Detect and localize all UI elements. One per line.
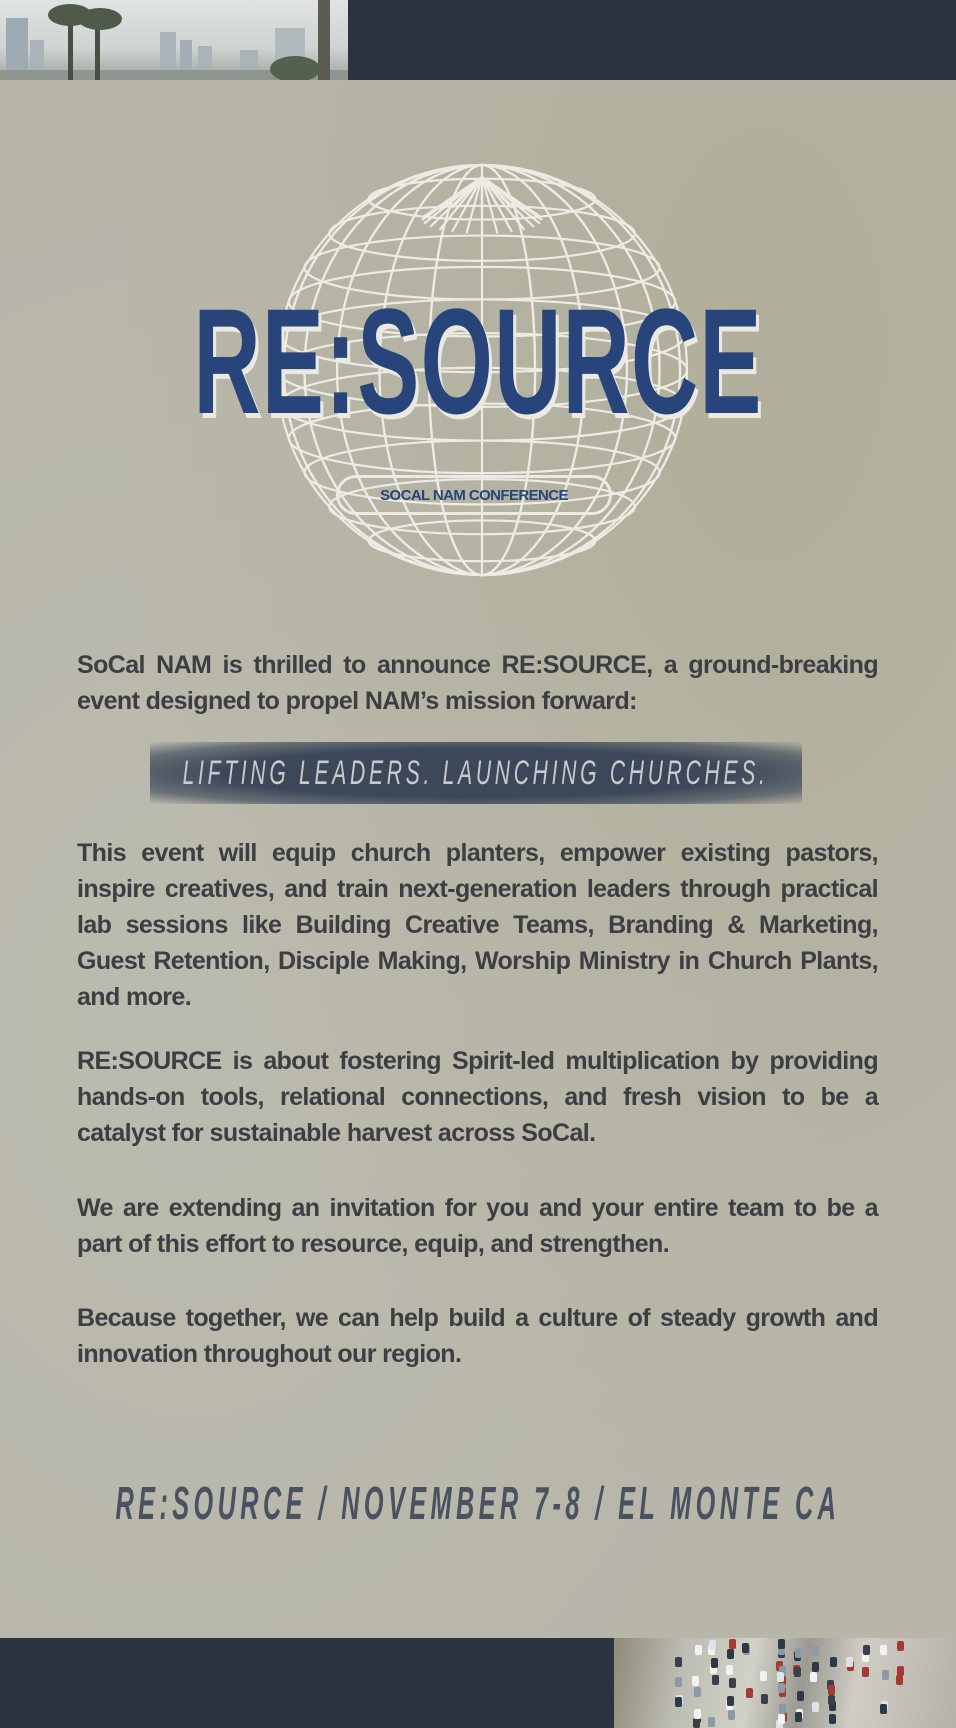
- car: [810, 1672, 817, 1682]
- car: [729, 1639, 736, 1649]
- car: [828, 1695, 835, 1705]
- freeway-traffic-photo: [614, 1638, 956, 1728]
- body-paragraph: We are extending an invitation for you and your entire team to be a part of this effort to resource, equip, and strengthen.: [77, 1194, 878, 1258]
- event-details-line: [0, 1477, 956, 1529]
- car: [897, 1666, 904, 1676]
- conference-badge-label: SOCAL NAM CONFERENCE: [380, 486, 568, 504]
- car: [778, 1714, 785, 1724]
- body-paragraph: RE:SOURCE is about fostering Spirit-led multiplication by providing hands-on tools, relational connections, and fresh vision to be a catalyst for sustainable harvest across SoCal.: [77, 1047, 878, 1147]
- event-details-text: RE:SOURCE / NOVEMBER 7-8 / EL MONTE CA: [115, 1477, 841, 1529]
- car: [882, 1670, 889, 1680]
- car: [797, 1691, 804, 1701]
- tagline-text: LIFTING LEADERS. LAUNCHING CHURCHES.: [182, 753, 770, 792]
- car: [794, 1667, 801, 1677]
- car: [880, 1704, 887, 1714]
- intro-paragraph: SoCal NAM is thrilled to announce RE:SOURCE, a ground-breaking event designed to propel NAM’s mission forward:: [77, 651, 878, 715]
- car: [692, 1676, 699, 1686]
- car: [711, 1658, 718, 1668]
- car: [727, 1696, 734, 1706]
- car: [777, 1672, 784, 1682]
- car: [846, 1657, 853, 1667]
- car: [712, 1675, 719, 1685]
- car: [779, 1704, 786, 1714]
- car: [727, 1649, 734, 1659]
- car: [729, 1678, 736, 1688]
- car: [694, 1709, 701, 1719]
- car: [795, 1648, 802, 1658]
- car: [746, 1688, 753, 1698]
- car: [675, 1677, 682, 1687]
- car: [761, 1694, 768, 1704]
- skyline-photo: [0, 0, 348, 80]
- car: [742, 1643, 749, 1653]
- tagline-banner: [150, 742, 802, 804]
- body-paragraph: This event will equip church planters, empower existing pastors, inspire creatives, and train next-generation leaders through practical lab sessions like Building Creative Teams, Branding & Marketing, Guest Retention, Disciple Making, Worship Ministry in Church Plants, and more.: [77, 839, 878, 1011]
- car: [695, 1645, 702, 1655]
- car: [829, 1714, 836, 1724]
- car: [897, 1641, 904, 1651]
- car: [709, 1640, 716, 1650]
- car: [863, 1645, 870, 1655]
- car: [830, 1657, 837, 1667]
- car: [694, 1687, 701, 1697]
- body-paragraph: Because together, we can help build a culture of steady growth and innovation throughout our region.: [77, 1304, 878, 1368]
- car: [812, 1702, 819, 1712]
- car: [828, 1685, 835, 1695]
- conference-badge: [336, 475, 612, 515]
- car: [708, 1717, 715, 1727]
- car: [778, 1639, 785, 1649]
- car: [675, 1657, 682, 1667]
- car: [880, 1645, 887, 1655]
- car: [795, 1712, 802, 1722]
- event-logo-title: RE:SOURCE: [193, 277, 763, 445]
- car: [896, 1675, 903, 1685]
- car: [728, 1710, 735, 1720]
- car: [760, 1671, 767, 1681]
- car: [812, 1662, 819, 1672]
- car: [812, 1646, 819, 1656]
- car: [862, 1667, 869, 1677]
- car: [726, 1665, 733, 1675]
- car: [778, 1683, 785, 1693]
- car: [675, 1697, 682, 1707]
